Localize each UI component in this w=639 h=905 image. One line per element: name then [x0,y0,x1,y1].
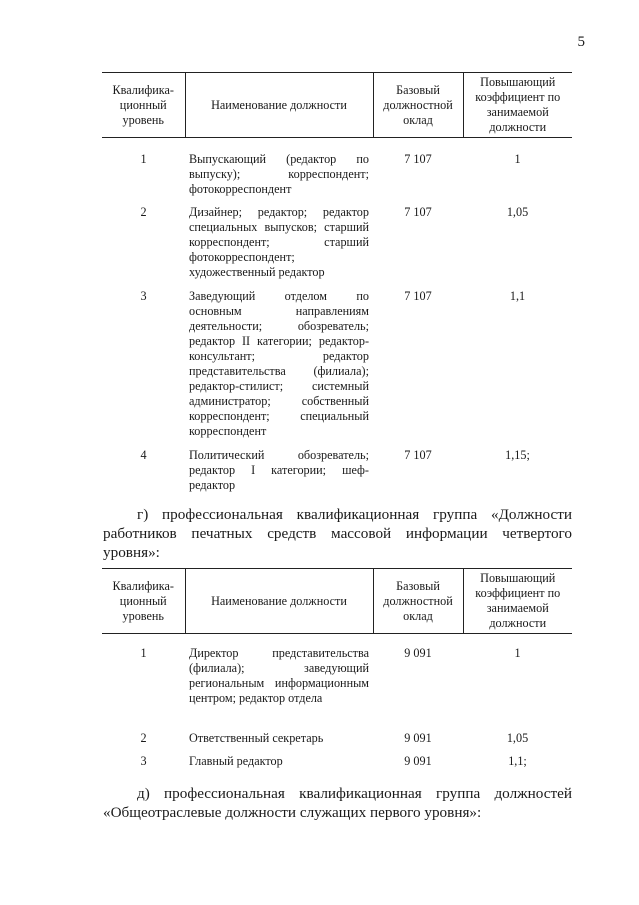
header-raising-coefficient: Повышающий коэффициент по занимаемой должности [463,73,572,138]
position-cell: Дизайнер; редактор; редактор специальных выпусков; старший корреспондент; старший фотокорреспондент; художественный редактор [189,205,369,279]
coefficient-cell: 1 [514,646,521,660]
header-base-salary: Базовый должностной оклад [373,73,463,138]
position-cell: Заведующий отделом по основным направлениям деятельности; обозреватель; редактор II категории; редактор-консультант; редактор представительства (филиала); редактор-стилист; системный администратор; собственный корреспондент; специальный корреспондент [189,289,369,438]
coefficient-cell: 1 [514,152,521,166]
header-qualification-level: Квалифика-ционный уровень [112,578,174,623]
table-row [102,634,572,725]
level-cell: 4 [140,448,147,462]
coefficient-cell: 1,15; [505,448,530,462]
table-row [102,197,572,281]
table-journalists-level-3 [102,72,572,500]
position-cell: Директор представительства (филиала); заведующий региональным информационным центром; редактор отдела [189,646,369,705]
coefficient-cell: 1,05 [506,730,529,745]
salary-cell: 9 091 [404,753,432,768]
level-cell: 2 [140,730,147,745]
table-row [102,138,572,198]
header-position-name: Наименование должности [185,569,373,634]
paragraph-group-d: д) профессиональная квалификационная группа должностей «Общеотраслевые должности служащих первого уровня»: [103,785,572,821]
salary-cell: 9 091 [404,730,432,745]
table-row [102,281,572,440]
salary-cell: 9 091 [404,646,432,660]
salary-cell: 7 107 [404,448,432,462]
position-cell: Политический обозреватель; редактор I категории; шеф-редактор [189,448,369,492]
table-journalists-level-4 [102,568,572,775]
level-cell: 1 [140,646,147,660]
level-cell: 3 [140,289,147,303]
position-cell: Ответственный секретарь [189,730,324,745]
coefficient-cell: 1,1; [508,753,527,768]
salary-cell: 7 107 [404,289,432,303]
coefficient-cell: 1,05 [506,205,529,219]
level-cell: 3 [140,753,147,768]
header-base-salary: Базовый должностной оклад [373,569,463,634]
level-cell: 1 [140,152,147,166]
table-row [102,725,572,750]
paragraph-group-g: г) профессиональная квалификационная группа «Должности работников печатных средств массовой информации четвертого уровня»: [103,506,572,561]
position-cell: Главный редактор [189,753,283,768]
table-row [102,750,572,775]
header-position-name: Наименование должности [185,73,373,138]
header-raising-coefficient: Повышающий коэффициент по занимаемой должности [463,569,572,634]
salary-cell: 7 107 [404,205,432,219]
coefficient-cell: 1,1 [509,289,526,303]
header-qualification-level: Квалифика-ционный уровень [112,82,174,127]
salary-cell: 7 107 [404,152,432,166]
level-cell: 2 [140,205,147,219]
table-row [102,440,572,500]
position-cell: Выпускающий (редактор по выпуску); корреспондент; фотокорреспондент [189,152,369,196]
page-number: 5 [577,34,585,50]
